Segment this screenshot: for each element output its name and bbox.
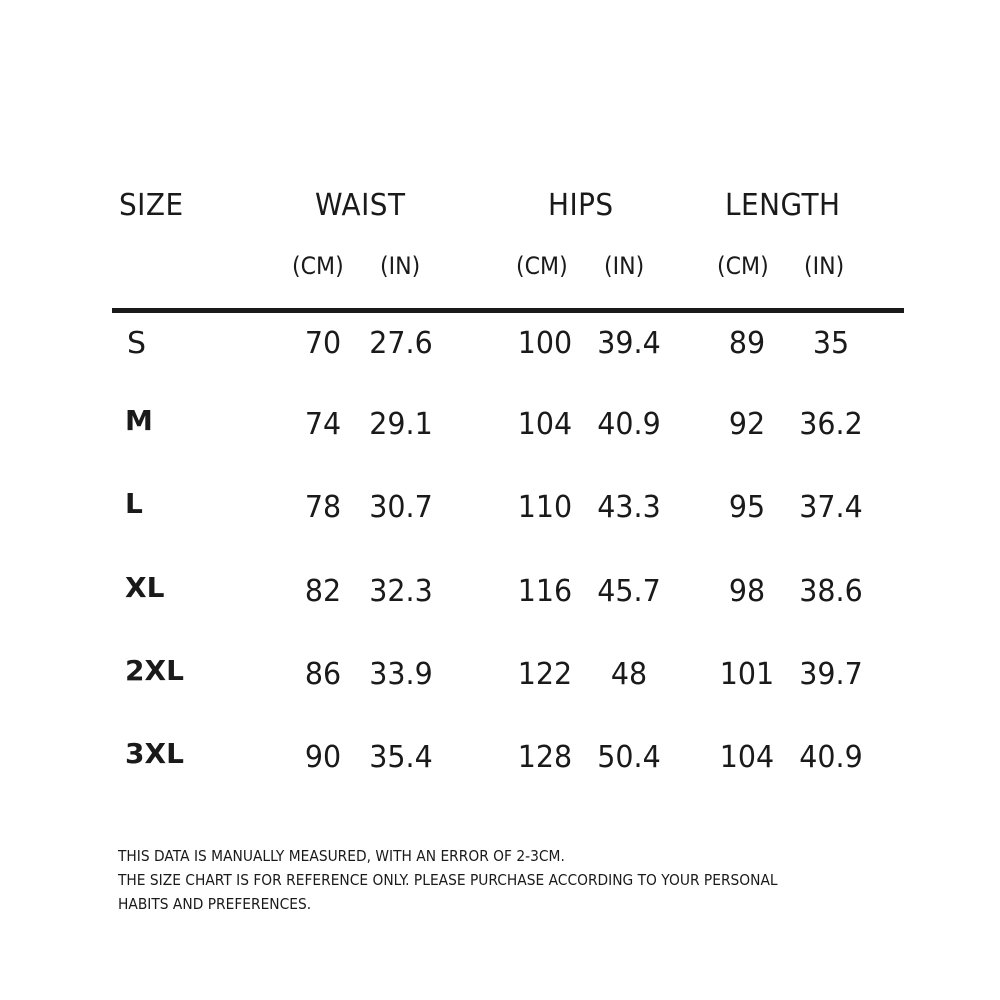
note-line-2: THE SIZE CHART IS FOR REFERENCE ONLY. PLEASE PURCHASE ACCORDING TO YOUR PERSONAL xyxy=(118,871,778,889)
table-row xyxy=(0,323,1000,383)
size-label: 3XL xyxy=(125,737,184,770)
note-line-3: HABITS AND PREFERENCES. xyxy=(118,895,312,913)
length-cm-value: 98 xyxy=(728,574,766,609)
hips-cm-value: 128 xyxy=(517,740,573,775)
size-label: M xyxy=(125,404,153,437)
waist-in-value: 32.3 xyxy=(369,574,433,609)
header-length: LENGTH xyxy=(725,188,841,223)
length-in-value: 36.2 xyxy=(799,407,863,442)
length-cm-value: 104 xyxy=(719,740,775,775)
hips-cm-value: 100 xyxy=(517,326,573,361)
unit-length-in: (IN) xyxy=(804,252,845,280)
table-row xyxy=(0,654,1000,714)
length-in-value: 40.9 xyxy=(799,740,863,775)
header-divider xyxy=(112,308,904,313)
hips-in-value: 45.7 xyxy=(597,574,661,609)
waist-cm-value: 82 xyxy=(304,574,342,609)
size-label: 2XL xyxy=(125,654,184,687)
header-size: SIZE xyxy=(119,188,184,223)
waist-in-value: 29.1 xyxy=(369,407,433,442)
length-cm-value: 92 xyxy=(728,407,766,442)
size-label: L xyxy=(125,487,143,520)
waist-in-value: 30.7 xyxy=(369,490,433,525)
waist-cm-value: 90 xyxy=(304,740,342,775)
length-in-value: 38.6 xyxy=(799,574,863,609)
hips-in-value: 43.3 xyxy=(597,490,661,525)
unit-hips-cm: (CM) xyxy=(516,252,568,280)
table-row xyxy=(0,487,1000,547)
unit-hips-in: (IN) xyxy=(604,252,645,280)
table-row xyxy=(0,571,1000,631)
waist-in-value: 33.9 xyxy=(369,657,433,692)
hips-cm-value: 122 xyxy=(517,657,573,692)
length-cm-value: 101 xyxy=(719,657,775,692)
hips-in-value: 48 xyxy=(610,657,648,692)
unit-waist-cm: (CM) xyxy=(292,252,344,280)
hips-cm-value: 116 xyxy=(517,574,573,609)
hips-in-value: 50.4 xyxy=(597,740,661,775)
header-hips: HIPS xyxy=(548,188,614,223)
unit-waist-in: (IN) xyxy=(380,252,421,280)
table-row xyxy=(0,404,1000,464)
waist-cm-value: 70 xyxy=(304,326,342,361)
waist-cm-value: 86 xyxy=(304,657,342,692)
length-in-value: 39.7 xyxy=(799,657,863,692)
size-label: S xyxy=(127,326,147,361)
hips-cm-value: 110 xyxy=(517,490,573,525)
table-row xyxy=(0,737,1000,797)
length-cm-value: 95 xyxy=(728,490,766,525)
length-in-value: 35 xyxy=(812,326,850,361)
length-cm-value: 89 xyxy=(728,326,766,361)
size-label: XL xyxy=(125,571,165,604)
waist-cm-value: 74 xyxy=(304,407,342,442)
waist-in-value: 27.6 xyxy=(369,326,433,361)
header-waist: WAIST xyxy=(315,188,406,223)
hips-in-value: 40.9 xyxy=(597,407,661,442)
note-line-1: THIS DATA IS MANUALLY MEASURED, WITH AN ERROR OF 2-3CM. xyxy=(118,847,565,865)
waist-cm-value: 78 xyxy=(304,490,342,525)
length-in-value: 37.4 xyxy=(799,490,863,525)
unit-length-cm: (CM) xyxy=(717,252,769,280)
waist-in-value: 35.4 xyxy=(369,740,433,775)
hips-in-value: 39.4 xyxy=(597,326,661,361)
hips-cm-value: 104 xyxy=(517,407,573,442)
